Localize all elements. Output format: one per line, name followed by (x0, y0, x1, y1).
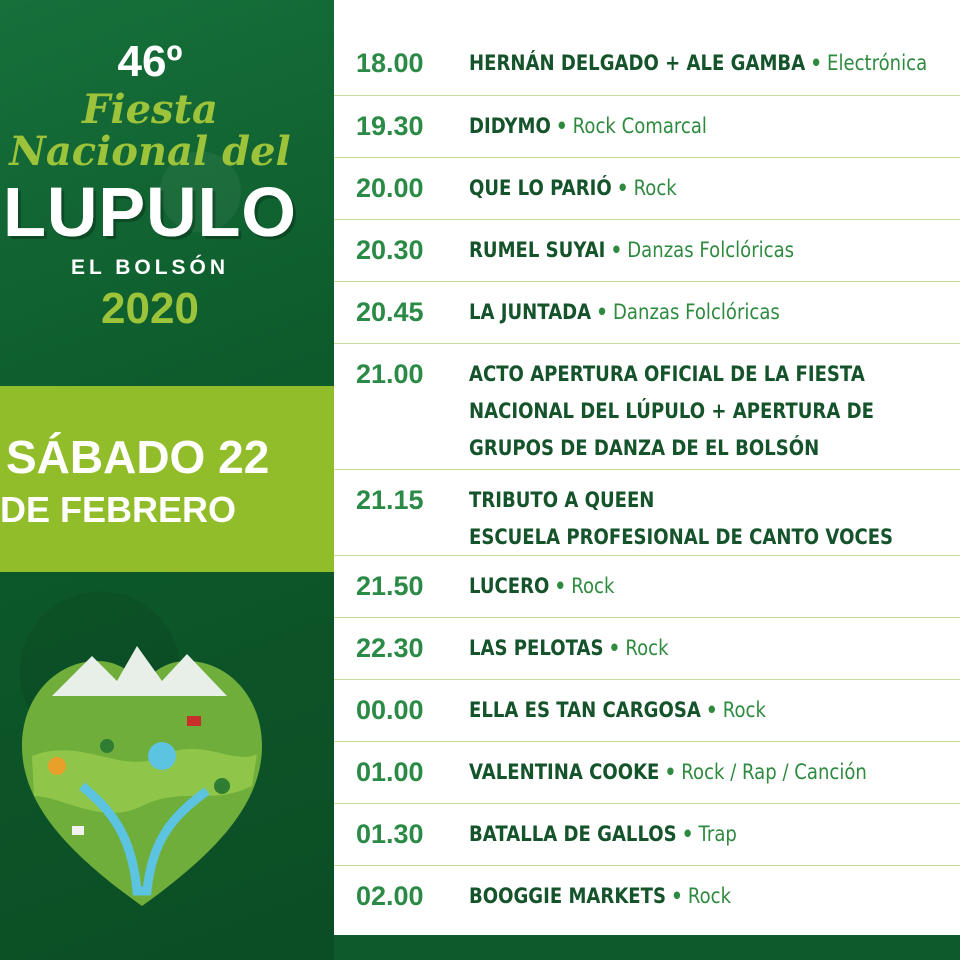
event-day: SÁBADO 22 (6, 431, 270, 483)
act-genre: Rock (687, 884, 732, 908)
schedule-row (334, 555, 960, 618)
act-title: ELLA ES TAN CARGOSA (469, 698, 701, 722)
schedule-row (334, 865, 960, 928)
schedule-row (334, 679, 960, 742)
schedule-time: 01.00 (356, 757, 424, 787)
schedule-act-name (469, 816, 737, 852)
act-title: HERNÁN DELGADO + ALE GAMBA (469, 51, 806, 75)
schedule-time: 01.30 (356, 819, 424, 849)
act-title: LA JUNTADA (469, 300, 592, 324)
schedule-row (334, 803, 960, 866)
schedule-row (334, 95, 960, 158)
separator-dot-icon: • (671, 884, 683, 908)
schedule-act-name (469, 630, 669, 666)
festival-title: LUPULO (3, 173, 297, 251)
separator-dot-icon: • (596, 300, 608, 324)
schedule-act-name (469, 294, 780, 330)
schedule-row (334, 219, 960, 282)
festival-year: 2020 (101, 284, 199, 333)
schedule-time: 21.00 (356, 359, 424, 389)
schedule-time: 20.45 (356, 297, 424, 327)
act-title: LUCERO (469, 574, 550, 598)
heart-landscape-illustration (12, 636, 272, 916)
schedule-row (334, 617, 960, 680)
schedule-time: 22.30 (356, 633, 424, 663)
schedule-time: 00.00 (356, 695, 424, 725)
schedule-row (334, 469, 960, 556)
separator-dot-icon: • (608, 636, 621, 660)
schedule-time: 02.00 (356, 881, 424, 911)
fiesta-script-line1: Fiesta (82, 86, 218, 133)
act-title: VALENTINA COOKE (469, 760, 660, 784)
schedule-act-name (469, 692, 766, 728)
act-genre: Danzas Folclóricas (627, 238, 795, 262)
act-genre: Trap (698, 822, 737, 846)
separator-dot-icon: • (706, 698, 718, 722)
separator-dot-icon: • (664, 760, 677, 784)
act-title: BATALLA DE GALLOS (469, 822, 677, 846)
schedule-act-name (469, 430, 819, 466)
schedule-act-name (469, 356, 865, 392)
schedule-act-name (469, 482, 654, 518)
schedule-time: 19.30 (356, 111, 424, 141)
act-genre: Rock (625, 636, 669, 660)
separator-dot-icon: • (616, 176, 629, 200)
schedule-panel (334, 0, 960, 935)
schedule-time: 18.00 (356, 48, 424, 78)
act-genre: Rock (722, 698, 766, 722)
schedule-act-name (469, 519, 893, 555)
act-title: NACIONAL DEL LÚPULO + APERTURA DE (469, 399, 874, 423)
schedule-time: 21.50 (356, 571, 424, 601)
separator-dot-icon: • (610, 238, 623, 262)
festival-logo (0, 36, 300, 336)
act-title: RUMEL SUYAI (469, 238, 606, 262)
act-title: DIDYMO (469, 114, 551, 138)
separator-dot-icon: • (555, 114, 568, 138)
schedule-act-name (469, 232, 794, 268)
schedule-act-name (469, 45, 927, 81)
separator-dot-icon: • (810, 51, 822, 75)
act-title: BOOGGIE MARKETS (469, 884, 666, 908)
fiesta-script-line2: Nacional del (9, 128, 291, 175)
schedule-row (334, 741, 960, 804)
schedule-time: 21.15 (356, 485, 424, 515)
event-month: DE FEBRERO (0, 489, 237, 530)
date-band (0, 386, 334, 572)
schedule-time: 20.30 (356, 235, 424, 265)
separator-dot-icon: • (554, 574, 567, 598)
edition-number: 46º (117, 37, 183, 86)
poster-left-panel (0, 0, 334, 960)
schedule-row (334, 33, 960, 95)
act-title: TRIBUTO A QUEEN (469, 488, 655, 512)
schedule-act-name (469, 754, 867, 790)
schedule-act-name (469, 170, 677, 206)
act-genre: Rock (633, 176, 677, 200)
act-title: GRUPOS DE DANZA DE EL BOLSÓN (469, 436, 820, 460)
schedule-act-name (469, 108, 707, 144)
act-genre: Rock Comarcal (572, 114, 707, 138)
act-title: LAS PELOTAS (469, 636, 604, 660)
separator-dot-icon: • (681, 822, 694, 846)
act-genre: Electrónica (827, 51, 928, 75)
schedule-act-name (469, 393, 874, 429)
act-genre: Danzas Folclóricas (613, 300, 780, 324)
act-genre: Rock (571, 574, 615, 598)
schedule-row (334, 157, 960, 220)
act-title: QUE LO PARIÓ (469, 176, 612, 200)
act-genre: Rock / Rap / Canción (681, 760, 867, 784)
festival-city: EL BOLSÓN (70, 256, 230, 279)
schedule-act-name (469, 568, 614, 604)
act-title: ESCUELA PROFESIONAL DE CANTO VOCES (469, 525, 894, 549)
act-title: ACTO APERTURA OFICIAL DE LA FIESTA (469, 362, 865, 386)
schedule-time: 20.00 (356, 173, 424, 203)
schedule-act-name (469, 878, 731, 914)
schedule-row (334, 343, 960, 470)
schedule-row (334, 281, 960, 344)
